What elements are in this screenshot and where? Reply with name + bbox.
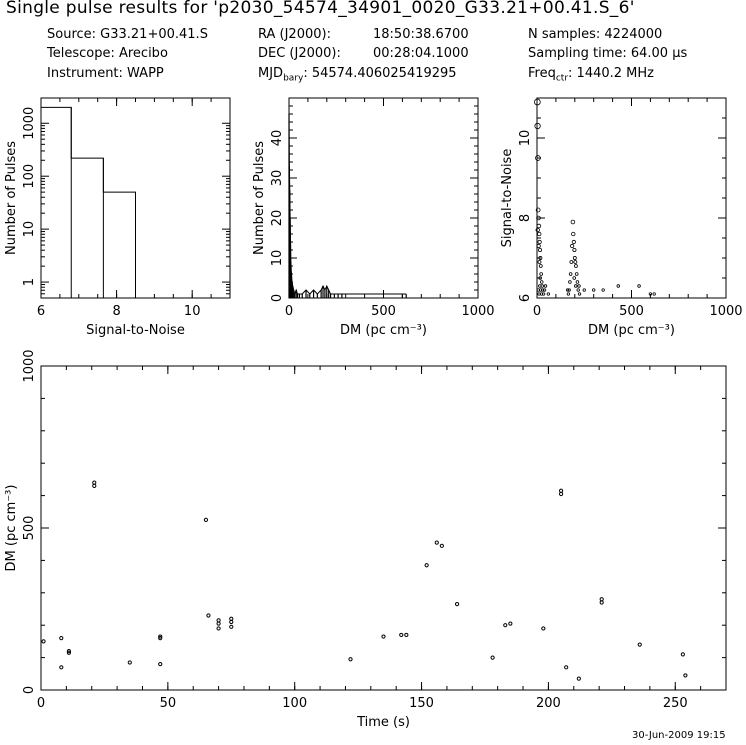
plot-frame: [537, 98, 726, 298]
y-tick-label: 8: [518, 213, 533, 223]
data-point: [455, 603, 458, 606]
x-tick-label: 1000: [461, 304, 495, 319]
data-point: [538, 248, 541, 251]
page-title: Single pulse results for 'p2030_54574_34901_0020_G33.21+00.41.S_6': [6, 0, 635, 18]
y-tick-label: 30: [270, 169, 285, 187]
data-point: [578, 293, 580, 295]
x-tick-label: 250: [662, 696, 688, 711]
data-point: [491, 656, 494, 659]
data-point: [405, 633, 408, 636]
data-point: [565, 666, 568, 669]
data-point: [576, 281, 579, 284]
data-point: [538, 260, 541, 263]
x-tick-label: 100: [282, 696, 308, 711]
data-point: [435, 541, 438, 544]
data-point: [540, 281, 543, 284]
data-point: [60, 637, 63, 640]
data-point: [600, 598, 603, 601]
dm-vs-time-scatter: [4, 349, 726, 730]
data-point: [572, 232, 576, 236]
data-point: [230, 620, 233, 623]
data-point: [543, 289, 546, 292]
data-point: [574, 260, 577, 263]
plot-frame: [41, 366, 726, 690]
telescope-label: Telescope: Arecibo: [47, 46, 168, 61]
data-point: [681, 653, 684, 656]
timestamp-label: 30-Jun-2009 19:15: [632, 730, 726, 741]
data-point: [509, 622, 512, 625]
x-tick-label: 0: [36, 696, 46, 711]
data-point: [349, 658, 352, 661]
freq-value: : 1440.2 MHz: [568, 66, 654, 81]
ra-label: RA (J2000):: [258, 27, 331, 42]
data-point: [577, 677, 580, 680]
x-tick-label: 150: [409, 696, 434, 711]
data-point: [574, 265, 577, 268]
data-point: [60, 666, 63, 669]
data-point: [684, 674, 687, 677]
data-point: [575, 273, 578, 276]
data-point: [382, 635, 385, 638]
data-point: [93, 484, 96, 487]
data-point: [538, 240, 541, 243]
data-point: [547, 293, 549, 295]
data-point: [570, 244, 573, 247]
histogram-outline: [289, 114, 406, 294]
y-tick-label: 6: [518, 293, 533, 303]
data-point: [504, 624, 507, 627]
y-tick-label: 1000: [22, 349, 37, 383]
data-point: [540, 273, 543, 276]
data-point: [583, 289, 586, 292]
freq-subscript: ctr: [555, 73, 569, 84]
x-axis-label: DM (pc cm⁻³): [340, 323, 427, 338]
data-point: [573, 277, 576, 280]
y-tick-label: 0: [22, 685, 37, 695]
data-point: [400, 633, 403, 636]
data-point: [572, 240, 575, 243]
data-point: [538, 232, 542, 236]
data-point: [217, 619, 220, 622]
snr-vs-dm-scatter: [500, 98, 743, 338]
y-tick-label: 10: [518, 129, 533, 147]
data-point: [542, 293, 544, 295]
data-point: [539, 265, 542, 268]
x-axis-label: Signal-to-Noise: [86, 323, 185, 338]
data-point: [570, 260, 573, 263]
data-point: [230, 617, 233, 620]
data-point: [569, 281, 572, 284]
data-point: [602, 289, 605, 292]
data-point: [159, 662, 162, 665]
x-tick-label: 10: [183, 304, 201, 319]
y-tick-label: 500: [22, 515, 37, 541]
data-point: [638, 285, 641, 288]
data-point: [638, 643, 641, 646]
data-point: [559, 489, 562, 492]
dec-label: DEC (J2000):: [258, 46, 341, 61]
data-point: [574, 285, 577, 288]
x-tick-label: 1000: [709, 304, 743, 319]
data-point: [653, 293, 655, 295]
data-point: [544, 285, 547, 288]
data-point: [573, 256, 576, 259]
y-axis-label: Number of Pulses: [4, 140, 19, 256]
data-point: [535, 123, 540, 128]
data-point: [536, 228, 540, 232]
mjd-subscript: bary: [283, 73, 304, 84]
x-tick-label: 50: [159, 696, 177, 711]
y-tick-label: 40: [270, 129, 285, 147]
y-tick-label: 10: [22, 220, 37, 238]
data-point: [559, 492, 562, 495]
y-tick-label: 1000: [22, 106, 37, 140]
x-tick-label: 200: [535, 696, 561, 711]
x-tick-label: 0: [284, 304, 294, 319]
data-point: [567, 293, 569, 295]
data-point: [571, 220, 575, 224]
data-point: [539, 285, 542, 288]
instrument-label: Instrument: WAPP: [47, 66, 164, 81]
data-point: [93, 481, 96, 484]
data-point: [600, 601, 603, 604]
data-point: [207, 614, 210, 617]
x-tick-label: 500: [371, 304, 396, 319]
y-axis-label: Signal-to-Noise: [500, 148, 515, 248]
y-tick-label: 0: [270, 293, 285, 303]
dec-value: 00:28:04.1000: [373, 46, 469, 61]
data-point: [577, 289, 580, 292]
source-label: Source: G33.21+00.41.S: [47, 27, 208, 42]
x-axis-label: DM (pc cm⁻³): [588, 323, 675, 338]
data-point: [537, 224, 541, 228]
data-point: [592, 289, 595, 292]
x-tick-label: 0: [532, 304, 542, 319]
plot-frame: [289, 98, 478, 298]
data-point: [42, 640, 45, 643]
data-point: [128, 661, 131, 664]
x-tick-label: 8: [112, 304, 121, 319]
data-point: [230, 625, 233, 628]
y-tick-label: 20: [270, 209, 285, 227]
data-point: [578, 285, 581, 288]
mjd-value: : 54574.406025419295: [303, 66, 457, 81]
y-tick-label: 10: [270, 249, 285, 267]
y-axis-label: DM (pc cm⁻³): [4, 484, 19, 572]
ra-value: 18:50:38.6700: [373, 27, 469, 42]
data-point: [217, 627, 220, 630]
data-point: [569, 273, 572, 276]
sampling-time-label: Sampling time: 64.00 µs: [528, 46, 688, 61]
data-point: [537, 244, 540, 247]
data-point: [204, 518, 207, 521]
dm-histogram: [252, 98, 495, 338]
mjd-label: $MJD_{bary}$: 54574.406025419295: [258, 66, 457, 84]
data-point: [617, 285, 620, 288]
y-tick-label: 1: [22, 277, 37, 287]
data-point: [573, 248, 576, 251]
x-axis-label: Time (s): [357, 715, 410, 730]
data-point: [425, 564, 428, 567]
y-axis-label: Number of Pulses: [252, 140, 267, 256]
data-point: [217, 622, 220, 625]
data-point: [440, 544, 443, 547]
freq-label: Freq$_{ctr}$: 1440.2 MHz: [528, 66, 654, 84]
nsamples-label: N samples: 4224000: [528, 27, 663, 42]
x-tick-label: 6: [36, 304, 46, 319]
x-tick-label: 500: [619, 304, 644, 319]
snr-histogram: [4, 98, 230, 338]
data-point: [542, 627, 545, 630]
y-tick-label: 100: [22, 163, 37, 189]
